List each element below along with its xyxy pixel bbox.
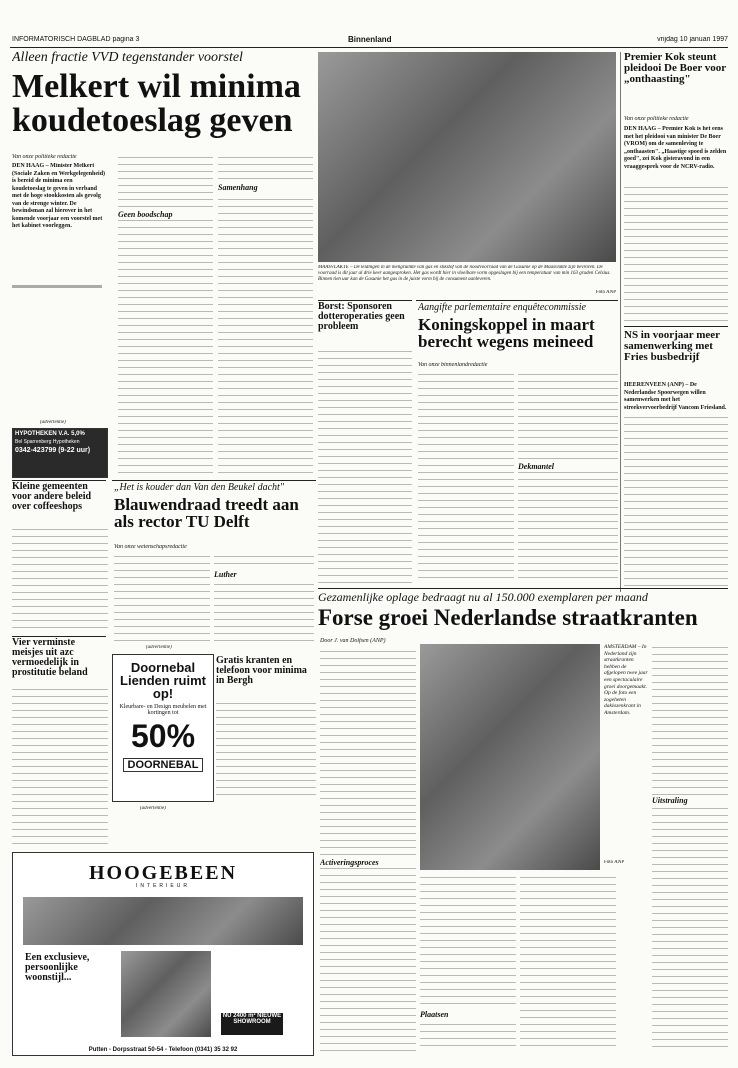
blauwendraad-body-2 (214, 553, 314, 643)
ad3-label: (advertentie) (140, 806, 166, 811)
straatkrant-credit: Foto ANP (604, 860, 625, 865)
right-divider (620, 52, 621, 592)
right-rule (624, 326, 728, 327)
hypotheek-ad[interactable] (12, 428, 108, 478)
main-body-col2 (118, 154, 213, 474)
ad1-phone: 0342-423799 (9-22 uur) (15, 447, 91, 454)
ad2-label: (advertentie) (146, 645, 172, 650)
meisjes-headline: Vier verminste meisjes uit azc vermoedelijk in prostitutie beland (12, 638, 88, 678)
koning-headline: Koningskoppel in maart berecht wegens meineed (418, 316, 595, 351)
forse-sub-uitstraling: Uitstraling (652, 796, 728, 806)
ad1-title: HYPOTHEKEN V.A. 5,0% (15, 431, 85, 437)
ad3-brand-sub: INTERIEUR (136, 883, 190, 889)
blauwendraad-body-1 (114, 553, 210, 643)
forse-kicker: Gezamenlijke oplage bedraagt nu al 150.000 exemplaren per maand (318, 590, 648, 604)
header-paper (12, 36, 172, 46)
main-body-col1 (12, 285, 107, 415)
main-headline: Melkert wil minima koudetoeslag geven (12, 70, 301, 139)
forse-body-4 (652, 644, 728, 1052)
forse-rule (318, 588, 728, 589)
koning-sub-dekmantel: Dekmantel (518, 462, 618, 472)
ad3-headline: Een exclusieve, persoonlijke woonstijl... (25, 952, 90, 983)
ad1-label: (advertentie) (40, 420, 66, 425)
header-date: vrijdag 10 januari 1997 (657, 36, 728, 43)
forse-body-2 (420, 874, 516, 1052)
ad2-sub: Kleurbare- en Design meubelen met kortingen tot (119, 704, 207, 716)
header-rule (10, 47, 728, 48)
ns-headline: NS in voorjaar meer samenwerking met Fries busbedrijf (624, 330, 720, 363)
forse-headline: Forse groei Nederlandse straatkranten (318, 606, 698, 630)
doornebal-ad[interactable] (112, 654, 214, 802)
gratis-headline: Gratis kranten en telefoon voor minima in Bergh (216, 656, 307, 686)
maasvlakte-credit: Foto ANP (595, 290, 616, 295)
ns-lead: HEERENVEEN (ANP) – De Nederlandse Spoorwegen willen samenwerken met het streekvervoerbedrijf Vancom Friesland. (624, 382, 727, 411)
hoogebeen-ad[interactable] (12, 852, 314, 1056)
main-sub-samenhang: Samenhang (218, 183, 313, 193)
ad3-photo-2 (121, 951, 211, 1037)
blauwendraad-sub-luther: Luther (214, 570, 314, 580)
koning-rule (416, 300, 618, 301)
koning-byline: Van onze binnenlandredactie (418, 362, 488, 368)
forse-body-1 (320, 648, 416, 1052)
ad3-footer: Putten - Dorpsstraat 50-54 - Telefoon (0341) 35 32 92 (88, 1047, 238, 1053)
gratis-body (216, 700, 316, 800)
forse-sub-activering: Activeringsproces (320, 858, 416, 868)
main-byline: Van onze politieke redactie (12, 154, 77, 160)
main-kicker: Alleen fractie VVD tegenstander voorstel (12, 50, 243, 65)
main-sub-geen-boodschap: Geen boodschap (118, 210, 213, 220)
forse-body-3 (520, 874, 616, 1052)
straatkrant-caption: AMSTERDAM – In Nederland zijn straatkranten hebben de afgelopen twee jaar een spectaculaire groei doorgemaakt. Op de foto een zogeheten daklozenkrant in Amsterdam. (604, 644, 648, 716)
ad2-brand: DOORNEBAL (123, 758, 203, 772)
forse-sub-plaatsen: Plaatsen (420, 1010, 516, 1020)
forse-byline: Door J. van Dolfsen (ANP) (320, 638, 386, 644)
ad3-badge: NU 2400 m² NIEUWE SHOWROOM (221, 1013, 283, 1035)
ad2-title: Doornebal Lienden ruimt op! (120, 660, 206, 701)
ns-body (624, 414, 728, 590)
meisjes-body (12, 686, 108, 846)
ad1-text: Bel Sparrenberg Hypotheken (15, 439, 80, 445)
left-rule-2 (12, 636, 106, 637)
section-name: Binnenland (348, 35, 392, 44)
blauwendraad-headline: Blauwendraad treedt aan als rector TU Delft (114, 496, 299, 531)
main-lead: DEN HAAG – Minister Melkert (Sociale Zaken en Werkgelegenheid) is bereid de minima een koudetoeslag te geven in verband met de hoge stookkosten als gevolg van de strenge winter. De bewindsman zal hierover in het komende voorjaar een voorstel met het kabinet voorleggen. (12, 163, 106, 229)
blauwendraad-byline: Van onze wetenschapsredactie (114, 544, 187, 550)
coffeeshop-headline: Kleine gemeenten voor andere beleid over coffeeshops (12, 482, 92, 512)
main-body-col3 (218, 154, 313, 474)
ad2-percent: 50% (130, 718, 196, 754)
kok-byline: Van onze politieke redactie (624, 116, 689, 122)
koning-kicker: Aangifte parlementaire enquêtecommissie (418, 302, 586, 313)
coffeeshop-body (12, 526, 108, 634)
kok-headline: Premier Kok steunt pleidooi De Boer voor „onthaasting" (624, 52, 726, 85)
ad3-brand: HOOGEBEEN (88, 862, 238, 884)
maasvlakte-caption: MAASVLAKTE – De leidingen in de mengruimte van gas en stikstof van de noodvoorraad van de Gasunie op de Maasvlakte zijn bevroren. De voorraad is dit jaar al drie keer aangesproken. Het gas wordt hier in vloeibare vorm opgeslagen bij een temperatuur van min 163 graden Celsius. Binnen tien uur kan de Gasunie het gas in de juiste vorm bij de consument aanleveren. (318, 265, 611, 282)
borst-rule (318, 300, 412, 301)
borst-headline: Borst: Sponsoren dotteroperaties geen probleem (318, 302, 405, 332)
blauwendraad-kicker: „Het is kouder dan Van den Beukel dacht" (114, 482, 284, 493)
maasvlakte-photo (318, 52, 616, 262)
borst-body (318, 348, 412, 584)
kok-body (624, 184, 728, 322)
straatkrant-photo (420, 644, 600, 870)
koning-body-2 (518, 371, 618, 583)
mid-rule (112, 480, 316, 481)
page-number: pagina 3 (112, 36, 140, 43)
left-rule-1 (12, 480, 106, 481)
paper-name: INFORMATORISCH DAGBLAD (12, 36, 111, 43)
kok-lead: DEN HAAG – Premier Kok is het eens met het pleidooi van minister De Boer (VROM) om de samenleving te „onthaasten". „Haastige spoed is zelden goed", zei Kok gisteravond in een vraaggesprek voor de NCRV-radio. (624, 126, 727, 170)
koning-body-1 (418, 371, 514, 583)
ad3-photo (23, 897, 303, 945)
